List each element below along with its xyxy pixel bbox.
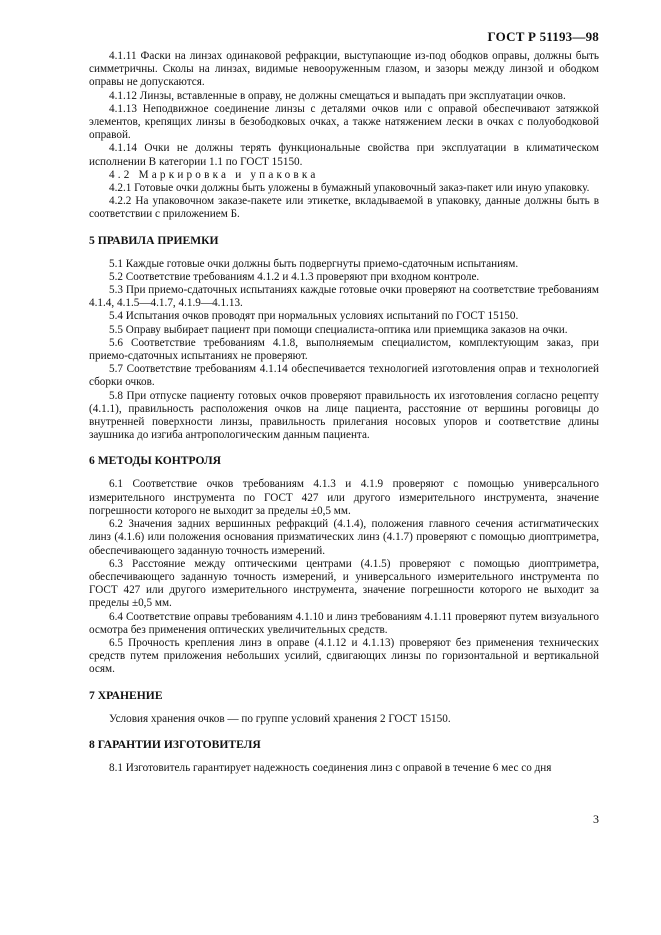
paragraph-6-1: 6.1 Соответствие очков требованиям 4.1.3 и 4.1.9 проверяют с помощью универсального измерительного инструмента по ГОСТ 427 или другого измерительного инструмента, значение погрешности которого не выходит за пределы ±0,5 мм. — [89, 478, 599, 517]
paragraph-7: Условия хранения очков — по группе условий хранения 2 ГОСТ 15150. — [109, 712, 451, 725]
page-number: 3 — [593, 812, 599, 826]
document-body — [89, 50, 599, 775]
paragraph-5-8: 5.8 При отпуске пациенту готовых очков проверяют правильность их изготовления согласно рецепту (4.1.1), правильность расположения очков на лице пациента, расстояние от вершины роговицы до внутренней поверхности линзы, правильность прилегания носовых упоров и соответствие длины заушника до изгиба антропологическим данным пациента. — [89, 389, 599, 442]
paragraph-6-2: 6.2 Значения задних вершинных рефракций (4.1.4), положения главного сечения астигматических линз (4.1.6) или положения основания призматических линз (4.1.7) проверяют с помощью диоптриметра, обеспечивающего заданную точность измерений. — [89, 518, 599, 557]
paragraph-5-3: 5.3 При приемо-сдаточных испытаниях каждые готовые очки проверяют на соответствие требованиям 4.1.4, 4.1.5—4.1.7, 4.1.9—4.1.13. — [89, 284, 599, 310]
paragraph-5-5: 5.5 Оправу выбирает пациент при помощи специалиста-оптика или приемщика заказов на очки. — [109, 323, 568, 336]
paragraph-8-1: 8.1 Изготовитель гарантирует надежность соединения линз с оправой в течение 6 мес со дня — [109, 761, 552, 774]
subheading-4-2: 4.2 Маркировка и упаковка — [109, 168, 319, 181]
paragraph-6-4: 6.4 Соответствие оправы требованиям 4.1.10 и линз требованиям 4.1.11 проверяют путем визуального осмотра без применения оптических увеличительных средств. — [89, 610, 599, 636]
section-8-title: 8 ГАРАНТИИ ИЗГОТОВИТЕЛЯ — [89, 737, 261, 751]
paragraph-6-3: 6.3 Расстояние между оптическими центрами (4.1.5) проверяют с помощью диоптриметра, обеспечивающего заданную точность измерений, и универсального измерительного инструмента по ГОСТ 427 или другого измерительного инструмента, значение погрешности которого не выходит за пределы ±0,5 мм. — [89, 557, 599, 610]
paragraph-5-2: 5.2 Соответствие требованиям 4.1.2 и 4.1.3 проверяют при входном контроле. — [109, 270, 480, 283]
section-7-title: 7 ХРАНЕНИЕ — [89, 688, 163, 702]
paragraph-5-4: 5.4 Испытания очков проводят при нормальных условиях испытаний по ГОСТ 15150. — [109, 310, 519, 323]
paragraph-4-1-11: 4.1.11 Фаски на линзах одинаковой рефракции, выступающие из-под ободков оправы, должны быть симметричны. Сколы на линзах, видимые невооруженным глазом, и зазоры между линзой и ободком оправы не допускаются. — [89, 50, 599, 89]
section-5-title: 5 ПРАВИЛА ПРИЕМКИ — [89, 233, 219, 247]
paragraph-4-1-13: 4.1.13 Неподвижное соединение линзы с деталями очков или с оправой обеспечивают затяжкой элементов, крепящих линзы в безободковых очках, а также натяжением лески в очках с полуободковой оправой. — [89, 102, 599, 142]
section-6-title: 6 МЕТОДЫ КОНТРОЛЯ — [89, 454, 222, 468]
paragraph-5-7: 5.7 Соответствие требованиям 4.1.14 обеспечивается технологией изготовления оправ и технологией сборки очков. — [89, 363, 599, 389]
paragraph-4-1-12: 4.1.12 Линзы, вставленные в оправу, не должны смещаться и выпадать при эксплуатации очков. — [109, 89, 566, 102]
paragraph-5-1: 5.1 Каждые готовые очки должны быть подвергнуты приемо-сдаточным испытаниям. — [109, 257, 519, 270]
document-code-header: ГОСТ Р 51193—98 — [487, 29, 599, 44]
paragraph-4-2-2: 4.2.2 На упаковочном заказе-пакете или этикетке, вкладываемой в упаковку, данные должны быть в соответствии с приложением Б. — [89, 195, 599, 221]
paragraph-5-6: 5.6 Соответствие требованиям 4.1.8, выполняемым специалистом, комплектующим заказ, при приемо-сдаточных испытаниях не проверяют. — [89, 336, 599, 363]
paragraph-6-5: 6.5 Прочность крепления линз в оправе (4.1.12 и 4.1.13) проверяют без применения технических средств путем приложения небольших усилий, сдвигающих линзы по горизонтальной и вертикальной осям. — [89, 636, 599, 676]
paragraph-4-1-14: 4.1.14 Очки не должны терять функциональные свойства при эксплуатации в климатическом исполнении В категории 1.1 по ГОСТ 15150. — [89, 142, 599, 168]
paragraph-4-2-1: 4.2.1 Готовые очки должны быть уложены в бумажный упаковочный заказ-пакет или иную упаковку. — [109, 182, 590, 195]
